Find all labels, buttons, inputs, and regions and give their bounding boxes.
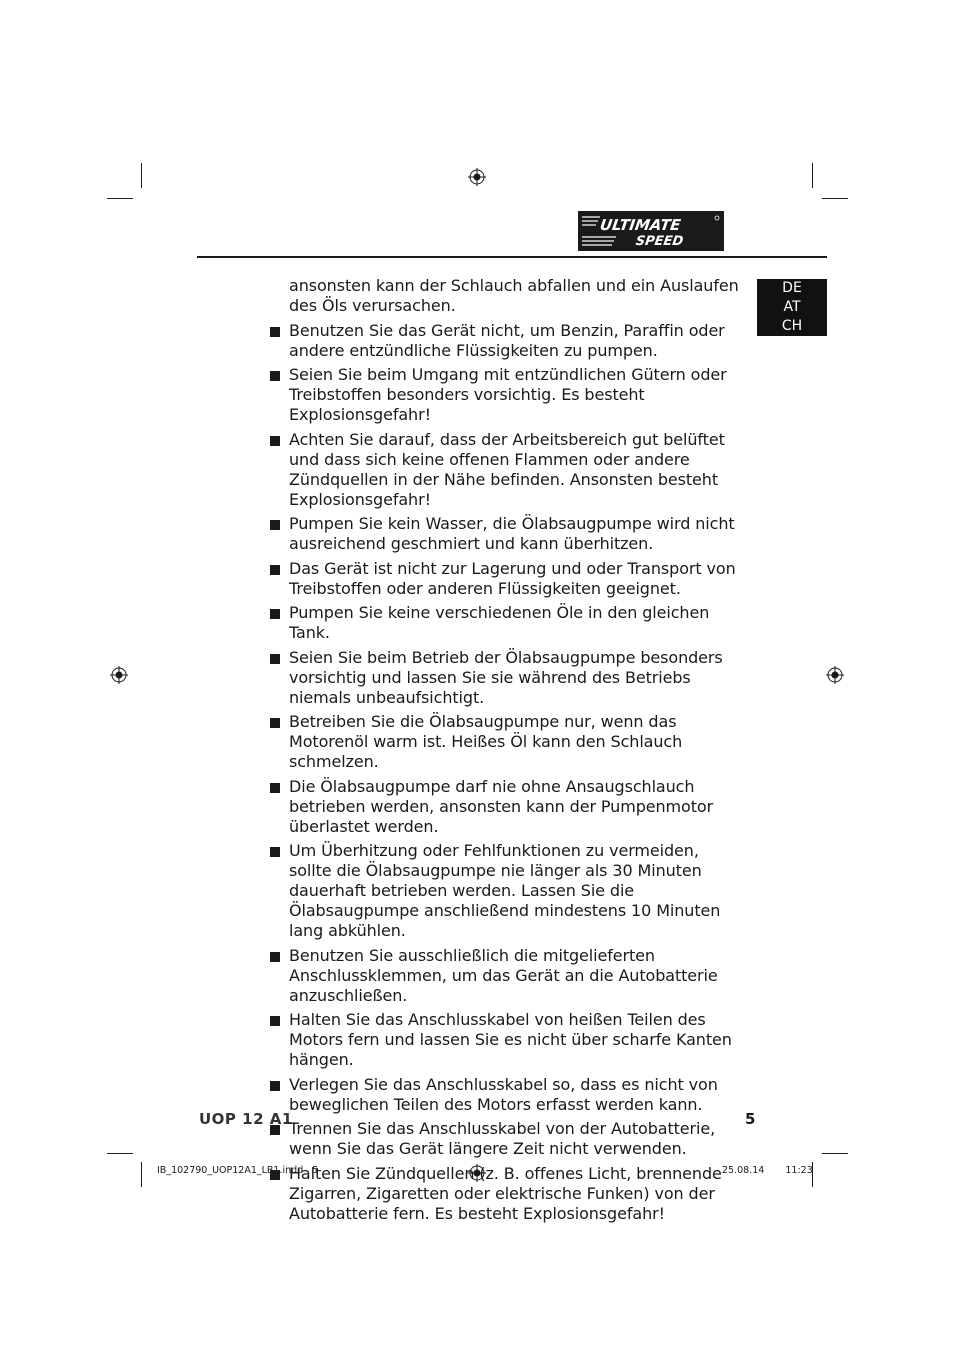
safety-item	[270, 365, 740, 425]
square-bullet-icon	[270, 1081, 280, 1091]
safety-item-text: Halten Sie das Anschlusskabel von heißen Teilen des Motors fern und lassen Sie es nicht über scharfe Kanten hängen.	[289, 1010, 732, 1069]
safety-item-text: Benutzen Sie ausschließlich die mitgelieferten Anschlussklemmen, um das Gerät an die Autobatterie anzuschließen.	[289, 945, 718, 1005]
language-code: CH	[781, 318, 803, 334]
crop-mark	[822, 198, 848, 199]
safety-item	[270, 648, 740, 708]
registration-mark-icon	[826, 666, 844, 684]
square-bullet-icon	[270, 327, 280, 337]
language-tab	[757, 279, 827, 336]
safety-item	[270, 946, 740, 1006]
safety-item-text: Das Gerät ist nicht zur Lagerung und oder Transport von Treibstoffen oder anderen Flüssigkeiten geeignet.	[289, 558, 736, 598]
square-bullet-icon	[270, 847, 280, 857]
safety-item-text: Betreiben Sie die Ölabsaugpumpe nur, wenn das Motorenöl warm ist. Heißes Öl kann den Schlauch schmelzen.	[289, 712, 683, 771]
safety-item	[270, 841, 740, 941]
safety-item-text: Halten Sie Zündquellen (z. B. offenes Licht, brennende Zigarren, Zigaretten oder elektrische Funken) von der Autobatterie fern. Es besteht Explosionsgefahr!	[289, 1163, 722, 1223]
safety-instructions	[270, 276, 740, 1228]
page-number: 5	[745, 1110, 756, 1128]
safety-item	[270, 514, 740, 554]
crop-mark	[812, 163, 813, 188]
crop-mark	[141, 163, 142, 188]
crop-mark	[107, 198, 133, 199]
safety-item	[270, 1075, 740, 1115]
safety-item	[270, 430, 740, 510]
safety-item	[270, 777, 740, 837]
safety-item-text: Trennen Sie das Anschlusskabel von der Autobatterie, wenn Sie das Gerät längere Zeit nicht verwenden.	[289, 1119, 716, 1158]
safety-item	[270, 712, 740, 772]
square-bullet-icon	[270, 783, 280, 793]
crop-mark	[141, 1162, 142, 1187]
safety-item-text: Benutzen Sie das Gerät nicht, um Benzin, Paraffin oder andere entzündliche Flüssigkeiten zu pumpen.	[289, 320, 725, 360]
safety-item	[270, 1164, 740, 1224]
safety-item-text: Verlegen Sie das Anschlusskabel so, dass es nicht von beweglichen Teilen des Motors erfasst werden kann.	[289, 1074, 718, 1114]
footer-model-number: UOP 12 A1	[199, 1110, 293, 1128]
registration-mark-icon	[468, 168, 486, 186]
safety-item-text: Pumpen Sie kein Wasser, die Ölabsaugpumpe wird nicht ausreichend geschmiert und kann überhitzen.	[289, 514, 735, 553]
logo-text-ultimate: ULTIMATE	[598, 216, 682, 234]
safety-item-text: Die Ölabsaugpumpe darf nie ohne Ansaugschlauch betrieben werden, ansonsten kann der Pumpenmotor überlastet werden.	[289, 776, 714, 836]
square-bullet-icon	[270, 1016, 280, 1026]
square-bullet-icon	[270, 718, 280, 728]
square-bullet-icon	[270, 520, 280, 530]
safety-item-text: Um Überhitzung oder Fehlfunktionen zu vermeiden, sollte die Ölabsaugpumpe nie länger als 30 Minuten dauerhaft betrieben werden. Lassen Sie die Ölabsaugpumpe anschließend mindestens 10 Minuten lang abkühlen.	[289, 841, 721, 940]
registration-mark-icon	[110, 666, 128, 684]
square-bullet-icon	[270, 436, 280, 446]
crop-mark	[107, 1153, 133, 1154]
safety-item	[270, 603, 740, 643]
language-code: DE	[782, 280, 802, 296]
square-bullet-icon	[270, 371, 280, 381]
safety-item	[270, 1119, 740, 1159]
ultimate-speed-logo	[578, 211, 724, 251]
continuation-paragraph: ansonsten kann der Schlauch abfallen und ein Auslaufen des Öls verursachen.	[289, 276, 739, 315]
print-slug-datetime: 25.08.14 11:23	[722, 1165, 813, 1176]
safety-item-text: Pumpen Sie keine verschiedenen Öle in den gleichen Tank.	[289, 603, 710, 642]
square-bullet-icon	[270, 654, 280, 664]
safety-item-text: Achten Sie darauf, dass der Arbeitsbereich gut belüftet und dass sich keine offenen Flammen oder andere Zündquellen in der Nähe befinden. Ansonsten besteht Explosionsgefahr!	[289, 429, 725, 509]
safety-item-text: Seien Sie beim Betrieb der Ölabsaugpumpe besonders vorsichtig und lassen Sie sie während des Betriebs niemals unbeaufsichtigt.	[289, 647, 723, 707]
safety-item	[270, 1010, 740, 1070]
header-rule	[197, 256, 827, 258]
safety-item	[270, 559, 740, 599]
square-bullet-icon	[270, 609, 280, 619]
safety-item	[270, 321, 740, 361]
logo-text-speed: SPEED	[634, 234, 685, 249]
square-bullet-icon	[270, 952, 280, 962]
language-code: AT	[783, 299, 801, 315]
crop-mark	[822, 1153, 848, 1154]
square-bullet-icon	[270, 565, 280, 575]
print-slug-filename: IB_102790_UOP12A1_LB1.indd 5	[157, 1165, 319, 1176]
safety-item-text: Seien Sie beim Umgang mit entzündlichen Gütern oder Treibstoffen besonders vorsichtig. Es besteht Explosionsgefahr!	[289, 365, 727, 424]
